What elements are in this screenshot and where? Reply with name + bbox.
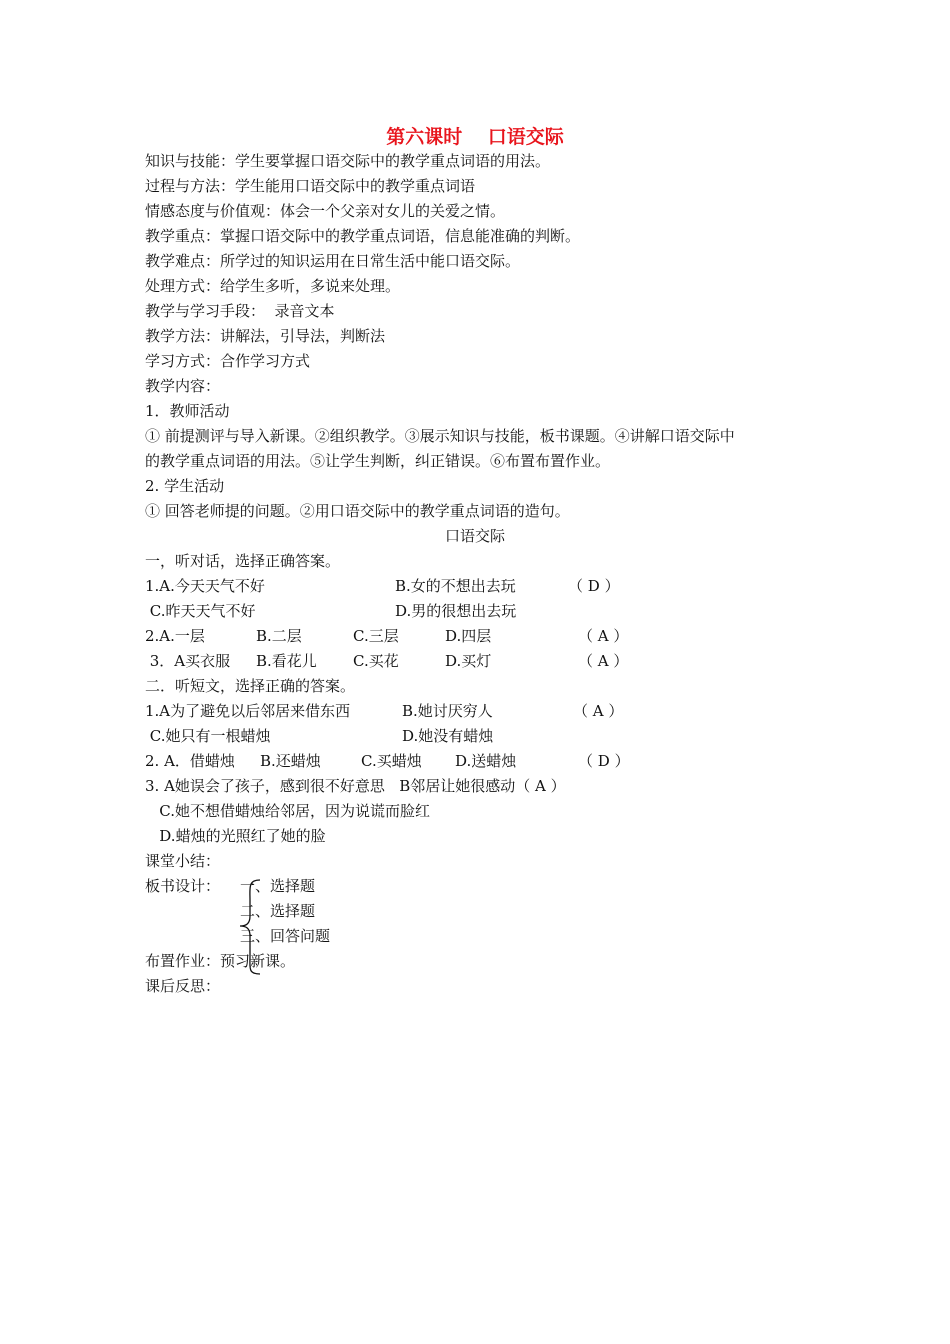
intro-line: 教学内容： — [145, 377, 221, 395]
option-d: D.买灯 — [445, 652, 492, 670]
intro-line: 过程与方法：学生能用口语交际中的教学重点词语 — [145, 177, 476, 195]
section1-heading: 一，听对话，选择正确答案。 — [145, 552, 341, 570]
answer: （ D ） — [568, 577, 620, 595]
option-d: D.四层 — [445, 627, 492, 645]
intro-line: ① 回答老师提的问题。②用口语交际中的教学重点词语的造句。 — [145, 502, 570, 520]
answer: （ D ） — [578, 752, 630, 770]
intro-line: ① 前提测评与导入新课。②组织教学。③展示知识与技能，板书课题。④讲解口语交际中 — [145, 427, 735, 445]
option-d: D.她没有蜡烛 — [402, 727, 494, 745]
section2-heading: 二．听短文，选择正确的答案。 — [145, 677, 356, 695]
option-a: 2.A.一层 — [145, 627, 205, 645]
answer: （ A ） — [578, 627, 629, 645]
answer: （ A ） — [578, 652, 629, 670]
option-b: B.还蜡烛 — [260, 752, 321, 770]
option-b: B.看花儿 — [256, 652, 317, 670]
reflection-label: 课后反思： — [145, 977, 221, 995]
question-line: 3. A她误会了孩子，感到很不好意思 B邻居让她很感动（ A ） — [145, 777, 566, 795]
intro-line: 教学难点：所学过的知识运用在日常生活中能口语交际。 — [145, 252, 521, 270]
intro-line: 教学与学习手段： 录音文本 — [145, 302, 335, 320]
page-title: 第六课时 口语交际 — [386, 126, 564, 148]
answer: （ A ） — [573, 702, 624, 720]
board-item: 三、回答问题 — [240, 927, 331, 945]
option-c: C.昨天天气不好 — [145, 602, 256, 620]
board-label: 板书设计： — [145, 877, 221, 895]
option-c: C.买花 — [353, 652, 399, 670]
option-a: 1.A为了避免以后邻居来借东西 — [145, 702, 351, 720]
intro-line: 知识与技能：学生要掌握口语交际中的教学重点词语的用法。 — [145, 152, 551, 170]
option-c: C.她只有一根蜡烛 — [145, 727, 271, 745]
board-item: 一、选择题 — [240, 877, 316, 895]
option-a: 2. A．借蜡烛 — [145, 752, 235, 770]
option-d: D.送蜡烛 — [455, 752, 517, 770]
option-b: B.二层 — [256, 627, 302, 645]
board-item: 二、选择题 — [240, 902, 316, 920]
option-b: B.她讨厌穷人 — [402, 702, 493, 720]
option-c: C.三层 — [353, 627, 399, 645]
intro-line: 2. 学生活动 — [145, 477, 225, 495]
intro-line: 处理方式：给学生多听，多说来处理。 — [145, 277, 401, 295]
section-subtitle: 口语交际 — [444, 527, 505, 545]
intro-line: 教学方法：讲解法，引导法，判断法 — [145, 327, 386, 345]
homework-line: 布置作业：预习新课。 — [145, 952, 296, 970]
option-d: D.蜡烛的光照红了她的脸 — [145, 827, 326, 845]
option-d: D.男的很想出去玩 — [395, 602, 517, 620]
intro-line: 1．教师活动 — [145, 402, 230, 420]
option-c: C.她不想借蜡烛给邻居，因为说谎而脸红 — [145, 802, 431, 820]
option-b: B.女的不想出去玩 — [395, 577, 516, 595]
intro-line: 学习方式：合作学习方式 — [145, 352, 311, 370]
option-a: 1.A.今天天气不好 — [145, 577, 265, 595]
intro-line: 教学重点：掌握口语交际中的教学重点词语，信息能准确的判断。 — [145, 227, 581, 245]
intro-line: 的教学重点词语的用法。⑤让学生判断，纠正错误。⑥布置布置作业。 — [145, 452, 611, 470]
intro-line: 情感态度与价值观：体会一个父亲对女儿的关爱之情。 — [145, 202, 506, 220]
summary-label: 课堂小结： — [145, 852, 221, 870]
option-c: C.买蜡烛 — [361, 752, 422, 770]
option-a: 3．A买衣服 — [145, 652, 231, 670]
